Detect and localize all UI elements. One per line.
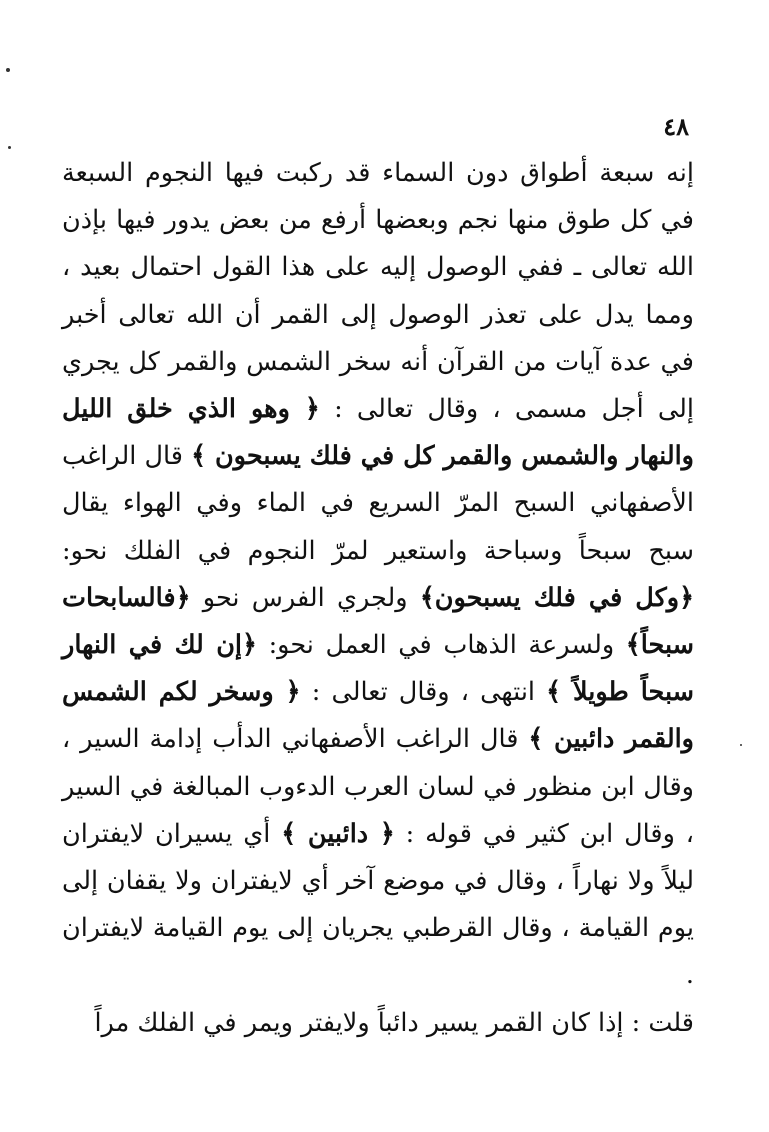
scan-speck: [6, 68, 10, 72]
scan-speck: [740, 744, 742, 746]
paragraph-2: قلت : إذا كان القمر يسير دائباً ولايفتر ويمر في الفلك مراً: [94, 1007, 694, 1038]
quran-verse: ﴿ وهو الذي خلق الليل والنهار والشمس والقمر كل في فلك يسبحون ﴾: [62, 394, 694, 472]
paragraph-1: [62, 150, 694, 1000]
page-number: ٤٨: [663, 112, 689, 141]
text-segment: قال الراغب الأصفهاني الدأب إدامة السير ، وقال ابن منظور في لسان العرب الدءوب المبالغة في السير ، وقال ابن كثير في قوله :: [62, 724, 695, 849]
quran-verse: ﴿وكل في فلك يسبحون﴾: [419, 582, 695, 613]
text-segment: إنه سبعة أطواق دون السماء قد ركبت فيها النجوم السبعة في كل طوق منها نجم وبعضها أرفع من بعض يدور فيها بإذن الله تعالى ـ ففي الوصول إليه على هذا القول احتمال بعيد ، ومما يدل على تعذر الوصول إلى القمر أن الله تعالى أخبر في عدة آيات من القرآن أنه سخر الشمس والقمر كل يجري إلى أجل مسمى ، وقال تعالى :: [62, 158, 694, 425]
quran-verse: ﴿إن لك في النهار سبحاً طويلاً ﴾: [62, 630, 695, 708]
text-segment: انتهى ، وقال تعالى :: [311, 677, 536, 708]
quran-verse: ﴿ دائبين ﴾: [281, 818, 395, 849]
text-segment: ولجري الفرس نحو: [202, 582, 408, 613]
body-text: [62, 150, 694, 1047]
scan-speck: [8, 146, 11, 149]
text-segment: أي يسيران لايفتران ليلاً ولا نهاراً ، وقال في موضع آخر أي لايفتران ولا يقفان إلى يوم القيامة ، وقال القرطبي يجريان إلى يوم القيامة لايفتران .: [62, 818, 694, 991]
text-segment: قال الراغب الأصفهاني السبح المرّ السريع في الماء وفي الهواء يقال سبح سبحاً وسباحة واستعير لمرّ النجوم في الفلك نحو:: [62, 441, 694, 566]
quran-verse: ﴿ وسخر لكم الشمس والقمر دائبين ﴾: [62, 677, 695, 755]
text-segment: ولسرعة الذهاب في العمل نحو:: [268, 630, 615, 661]
quran-verse: ﴿فالسابحات سبحاً﴾: [62, 582, 695, 661]
